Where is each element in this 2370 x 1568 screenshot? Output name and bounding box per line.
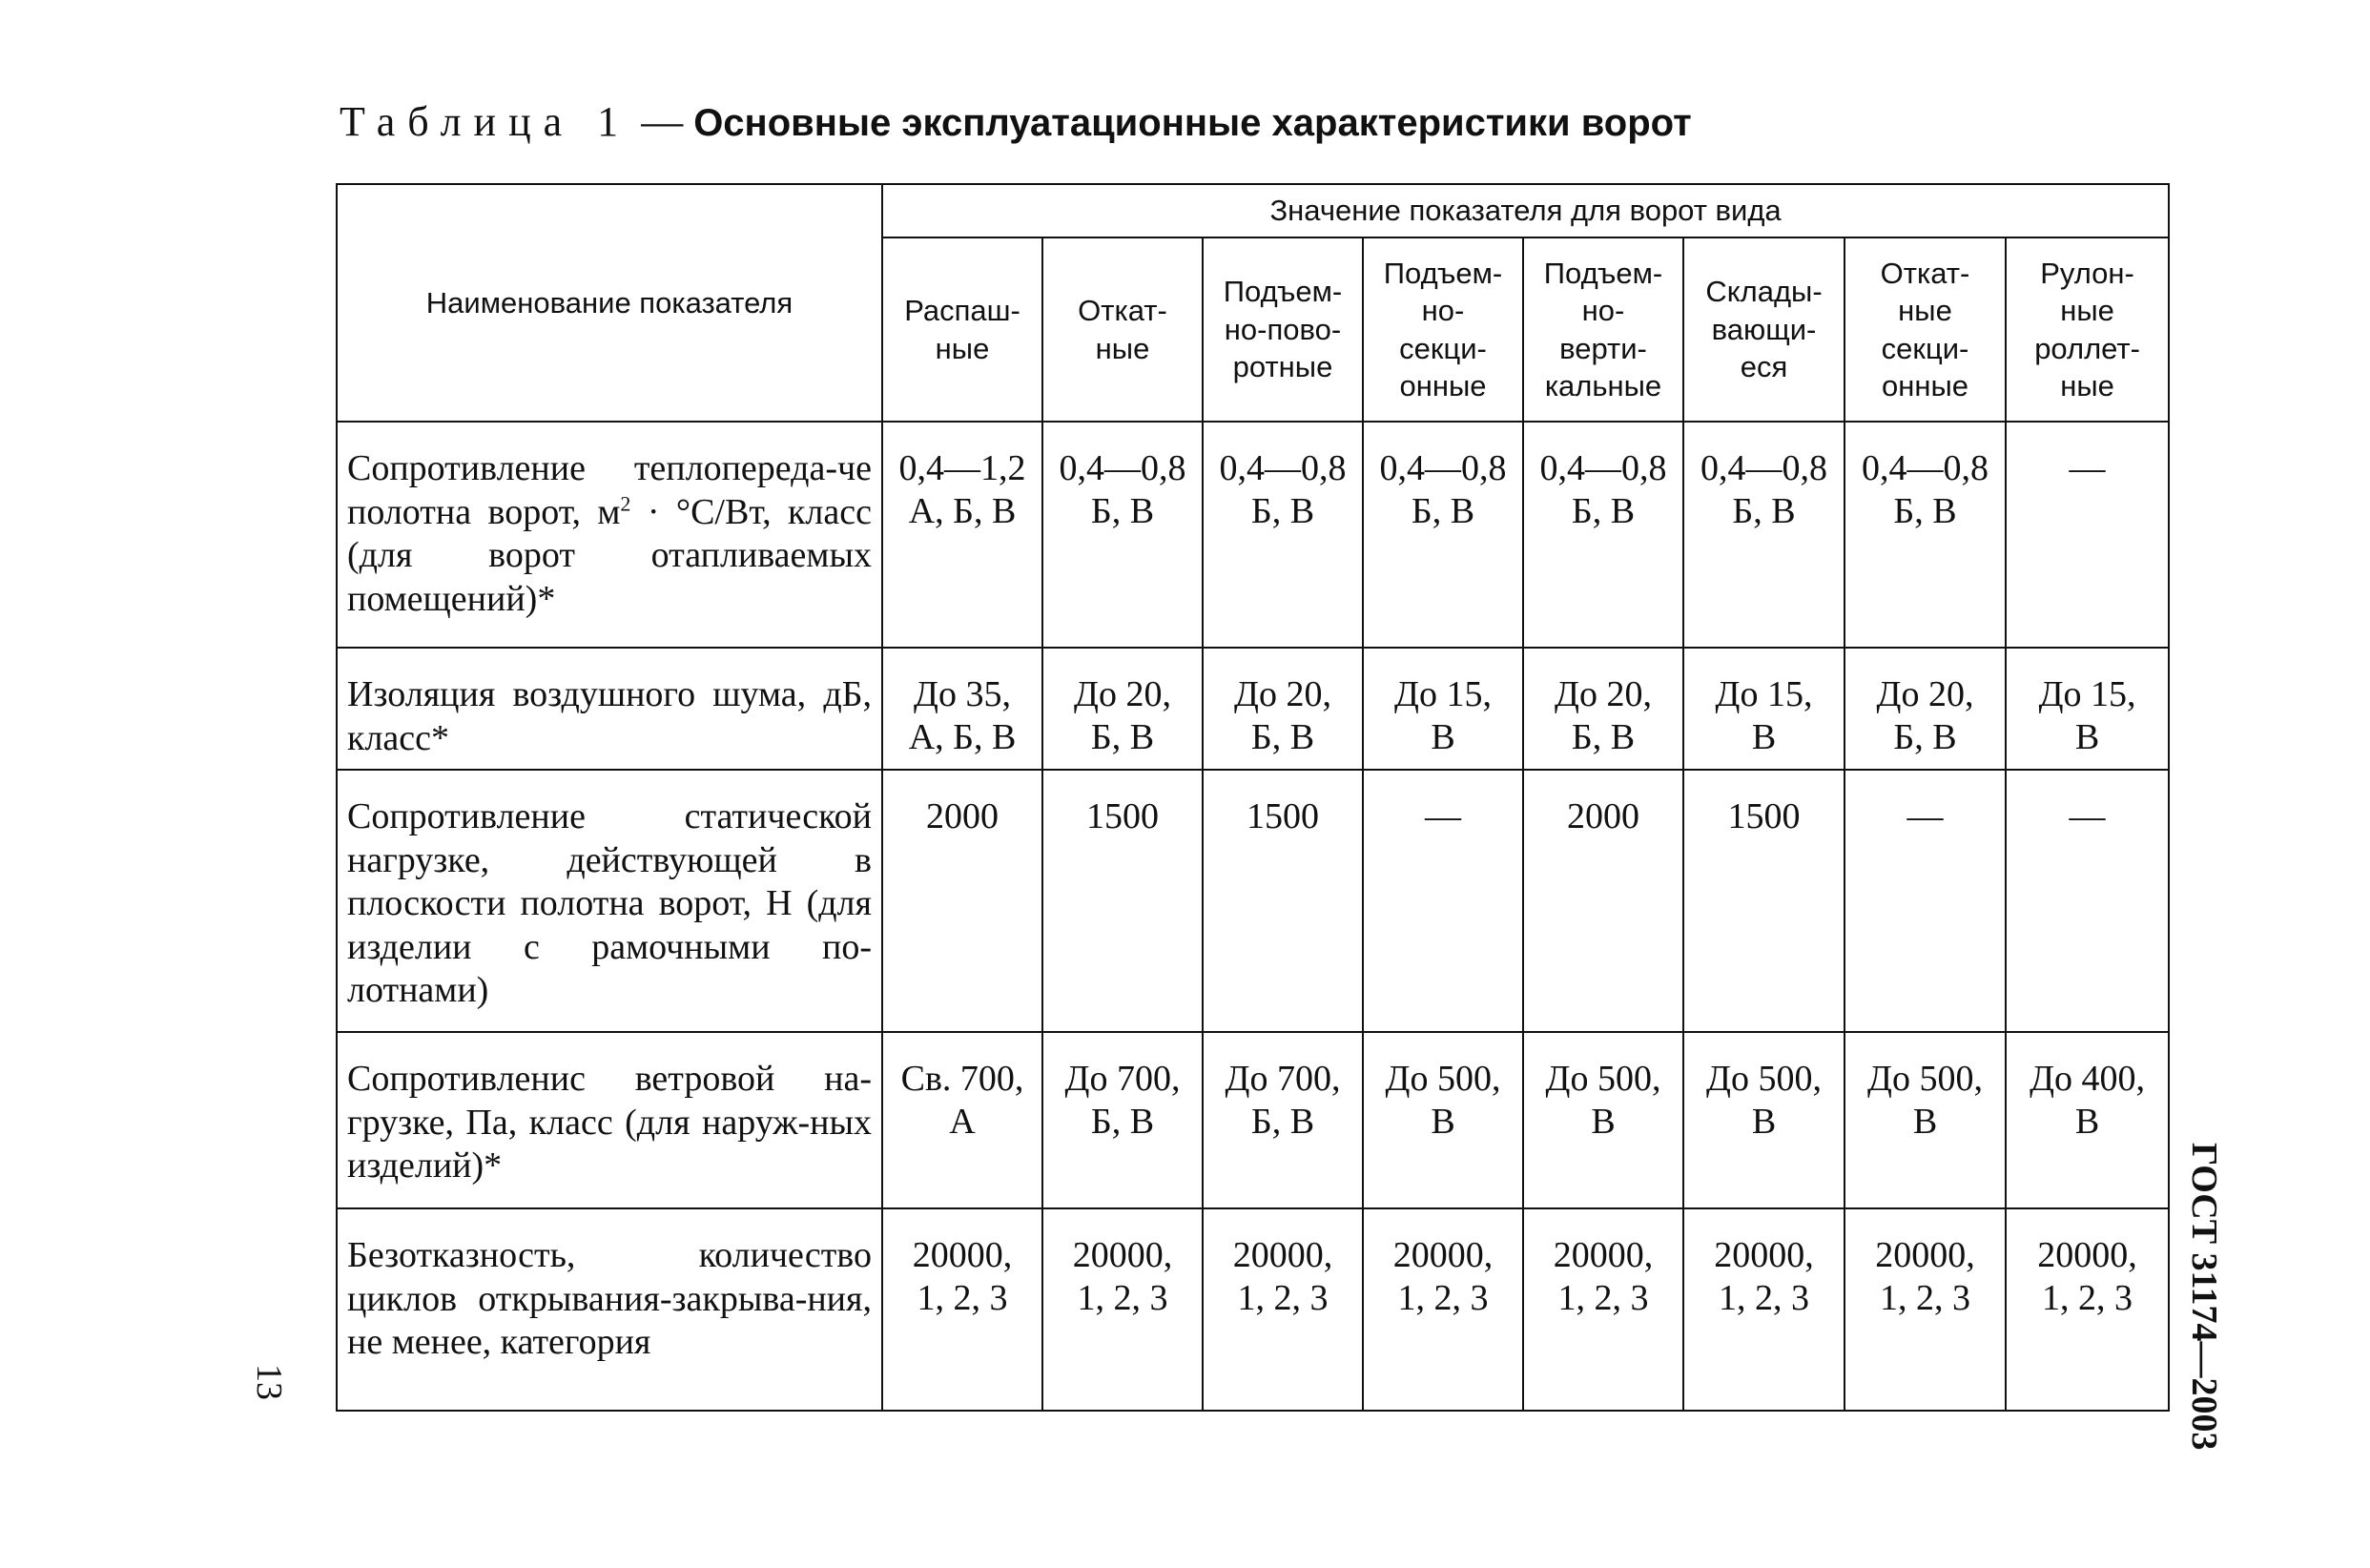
table-row [337, 648, 2169, 770]
table-row [337, 1032, 2169, 1208]
table-caption-label: Таблица 1 [340, 98, 631, 145]
value-cell: До 500, В [1523, 1032, 1683, 1208]
header-column-label: Подъем- но-пово- ротные [1223, 275, 1343, 384]
value-cell: 20000, 1, 2, 3 [1042, 1208, 1203, 1411]
table-row [337, 770, 2169, 1032]
value-cell: До 500, В [1363, 1032, 1523, 1208]
value-cell: 2000 [882, 770, 1042, 1032]
header-column [1844, 237, 2006, 422]
value-cell: До 700, Б, В [1042, 1032, 1203, 1208]
header-column [882, 237, 1042, 422]
header-column-label: Подъем- но- секци- онные [1383, 256, 1503, 402]
value-cell: До 35, А, Б, В [882, 648, 1042, 770]
value-cell: 0,4—0,8 Б, В [1523, 422, 1683, 648]
value-cell: Св. 700, А [882, 1032, 1042, 1208]
header-column [1523, 237, 1683, 422]
header-column-label: Откат- ные секци- онные [1880, 256, 1970, 402]
value-cell: До 700, Б, В [1203, 1032, 1363, 1208]
header-parameter-name: Наименование показателя [337, 184, 882, 422]
table-caption-dash: — [630, 98, 694, 145]
value-cell: — [2006, 770, 2169, 1032]
header-column-label: Подъем- но- верти- кальные [1543, 256, 1663, 402]
header-column [1203, 237, 1363, 422]
parameter-name: Сопротивленис ветровой на-грузке, Па, класс (для наруж-ных изделий)* [337, 1032, 882, 1208]
value-cell: 2000 [1523, 770, 1683, 1032]
value-cell: 20000, 1, 2, 3 [1683, 1208, 1844, 1411]
value-cell: 0,4—0,8 Б, В [1363, 422, 1523, 648]
value-cell: До 400, В [2006, 1032, 2169, 1208]
value-cell: До 500, В [1844, 1032, 2006, 1208]
standard-designation: ГОСТ 31174—2003 [2184, 1143, 2224, 1451]
value-cell: 20000, 1, 2, 3 [882, 1208, 1042, 1411]
parameter-name: Безотказность, количество циклов открывания-закрыва-ния, не менее, категория [337, 1208, 882, 1411]
header-value-group: Значение показателя для ворот вида [882, 184, 2169, 237]
value-cell: До 500, В [1683, 1032, 1844, 1208]
table-row [337, 422, 2169, 648]
value-cell: До 15, В [1683, 648, 1844, 770]
value-cell: 20000, 1, 2, 3 [1363, 1208, 1523, 1411]
header-column [1042, 237, 1203, 422]
value-cell: 0,4—0,8 Б, В [1683, 422, 1844, 648]
page-number: 13 [249, 1364, 289, 1400]
value-cell: До 15, В [2006, 648, 2169, 770]
table-row [337, 1208, 2169, 1411]
value-cell: 0,4—0,8 Б, В [1042, 422, 1203, 648]
value-cell: 0,4—0,8 Б, В [1203, 422, 1363, 648]
parameter-name: Сопротивление статической нагрузке, действующей в плоскости полотна ворот, Н (для изделии с рамочными по-лотнами) [337, 770, 882, 1032]
value-cell: До 20, Б, В [1844, 648, 2006, 770]
table-caption-title: Основные эксплуатационные характеристики ворот [693, 102, 1692, 144]
value-cell: — [1363, 770, 1523, 1032]
parameter-name: Сопротивление теплопереда-че полотна ворот, $м^2 \cdot ^\circ С/Вт$, класс (для ворот отапливаемых помещений)* [337, 422, 882, 648]
header-column [1363, 237, 1523, 422]
value-cell: До 15, В [1363, 648, 1523, 770]
value-cell: До 20, Б, В [1523, 648, 1683, 770]
header-column-label: Откат- ные [1078, 294, 1167, 365]
value-cell: 20000, 1, 2, 3 [2006, 1208, 2169, 1411]
value-cell: 20000, 1, 2, 3 [1844, 1208, 2006, 1411]
value-cell: 0,4—1,2 А, Б, В [882, 422, 1042, 648]
header-column [2006, 237, 2169, 422]
header-column [1683, 237, 1844, 422]
value-cell: — [2006, 422, 2169, 648]
value-cell: 0,4—0,8 Б, В [1844, 422, 2006, 648]
value-cell: До 20, Б, В [1042, 648, 1203, 770]
value-cell: До 20, Б, В [1203, 648, 1363, 770]
value-cell: 1500 [1683, 770, 1844, 1032]
header-column-label: Рулон- ные роллет- ные [2034, 256, 2140, 402]
value-cell: 1500 [1042, 770, 1203, 1032]
header-column-label: Распаш- ные [904, 294, 1020, 365]
table-caption [340, 97, 1692, 146]
value-cell: 1500 [1203, 770, 1363, 1032]
header-column-label: Склады- вающи- еся [1705, 275, 1823, 384]
value-cell: — [1844, 770, 2006, 1032]
value-cell: 20000, 1, 2, 3 [1203, 1208, 1363, 1411]
value-cell: 20000, 1, 2, 3 [1523, 1208, 1683, 1411]
parameter-name: Изоляция воздушного шума, дБ, класс* [337, 648, 882, 770]
characteristics-table [336, 183, 2170, 1412]
